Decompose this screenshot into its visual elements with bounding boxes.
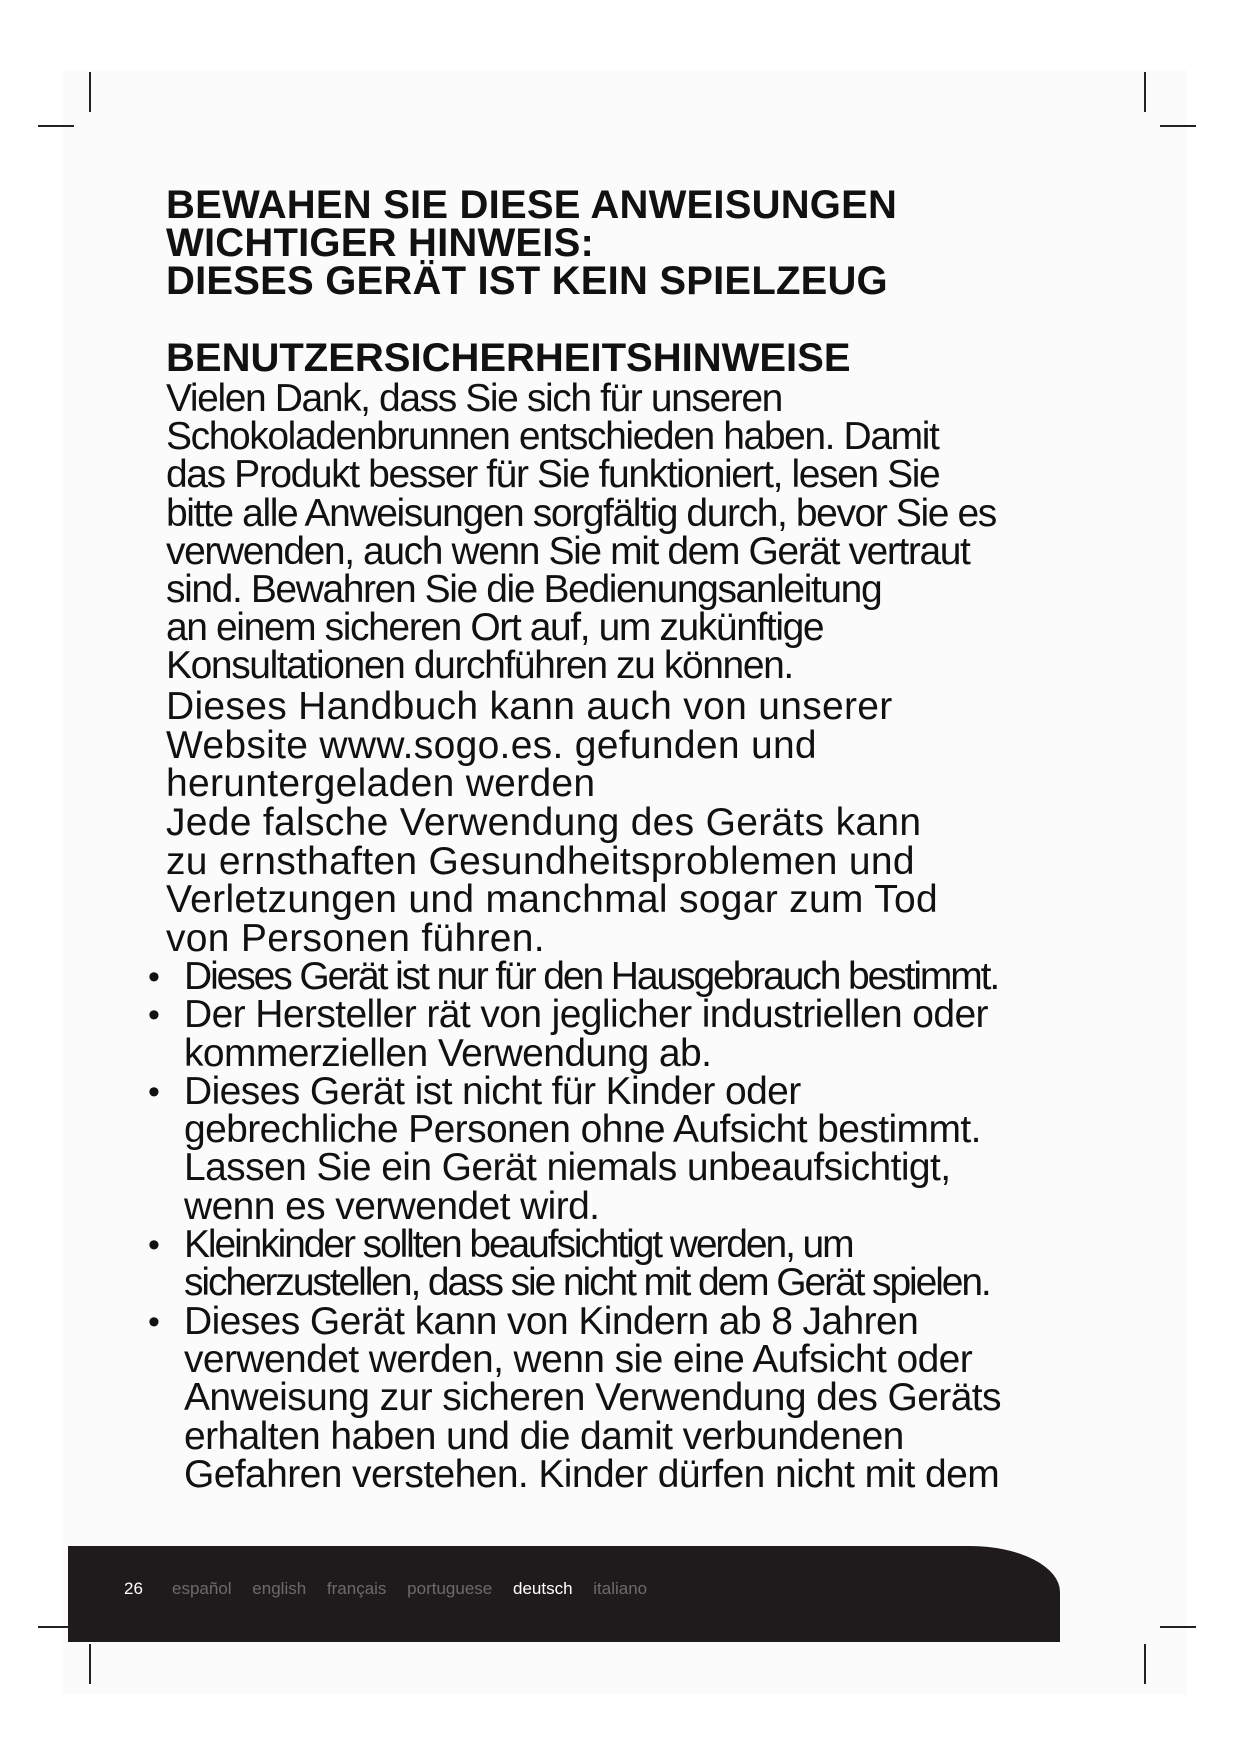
text-line: Dieses Gerät ist nur für den Hausgebrauch bestimmt. <box>184 955 999 998</box>
text-line: kommerziellen Verwendung ab. <box>184 1031 712 1075</box>
text-line: Jede falsche Verwendung des Geräts kann <box>166 801 922 844</box>
text-line: von Personen führen. <box>166 916 545 960</box>
language-es: español <box>172 1579 232 1598</box>
text-line: Anweisung zur sicheren Verwendung des Geräts <box>184 1376 1001 1420</box>
crop-mark <box>89 1644 91 1684</box>
text-line: Dieses Gerät ist nicht für Kinder oder <box>184 1069 801 1113</box>
footer-bar <box>68 1546 1060 1642</box>
section-title: BENUTZERSICHERHEITSHINWEISE <box>166 336 851 380</box>
text-line: bitte alle Anweisungen sorgfältig durch, bevor Sie es <box>166 491 996 535</box>
intro-paragraph <box>166 377 996 688</box>
bullet-icon: • <box>148 958 158 996</box>
bullet-icon: • <box>148 1072 160 1111</box>
text-line: Gefahren verstehen. Kinder dürfen nicht mit dem <box>184 1452 1000 1496</box>
text-line: Dieses Handbuch kann auch von unserer <box>166 685 893 728</box>
heading-line: BEWAHEN SIE DIESE ANWEISUNGEN <box>166 183 898 227</box>
warning-paragraph <box>166 801 938 960</box>
language-fr: français <box>326 1579 387 1598</box>
text-line: Schokoladenbrunnen entschieden haben. Damit <box>166 415 939 459</box>
language-nav <box>172 1579 663 1599</box>
crop-mark <box>38 125 74 127</box>
text-line: sind. Bewahren Sie die Bedienungsanleitung <box>166 568 882 612</box>
bullet-icon: • <box>148 996 160 1035</box>
crop-mark <box>1160 1626 1196 1628</box>
text-line: Konsultationen durchführen zu können. <box>166 644 793 688</box>
list-item <box>146 1069 1001 1228</box>
crop-mark <box>1160 125 1196 127</box>
text-line: sicherzustellen, dass sie nicht mit dem Gerät spielen. <box>184 1261 990 1305</box>
language-pt: portuguese <box>407 1579 493 1598</box>
text-line: Kleinkinder sollten beaufsichtigt werden, um <box>184 1223 853 1267</box>
crop-mark <box>1144 1644 1146 1684</box>
text-line: Website www.sogo.es. gefunden und <box>166 723 817 767</box>
text-line: Lassen Sie ein Gerät niemals unbeaufsichtigt, <box>184 1146 951 1190</box>
heading-line: WICHTIGER HINWEIS: <box>166 221 595 265</box>
list-item <box>146 955 1001 998</box>
language-en: english <box>252 1579 307 1598</box>
text-line: zu ernsthaften Gesundheitsproblemen und <box>166 839 915 883</box>
list-item <box>146 993 1001 1075</box>
text-line: verwenden, auch wenn Sie mit dem Gerät vertraut <box>166 529 970 573</box>
bullet-icon: • <box>148 1302 160 1341</box>
text-line: Dieses Gerät kann von Kindern ab 8 Jahren <box>184 1299 919 1343</box>
bullet-icon: • <box>148 1226 158 1265</box>
crop-mark <box>89 72 91 112</box>
main-heading <box>166 183 898 303</box>
text-line: das Produkt besser für Sie funktioniert, lesen Sie <box>166 453 940 497</box>
text-line: erhalten haben und die damit verbundenen <box>184 1414 904 1458</box>
language-de-active: deutsch <box>512 1579 573 1598</box>
crop-mark <box>1144 72 1146 112</box>
text-line: Der Hersteller rät von jeglicher industriellen oder <box>184 993 988 1037</box>
manual-paragraph <box>166 685 893 805</box>
text-line: wenn es verwendet wird. <box>184 1184 600 1228</box>
text-line: Verletzungen und manchmal sogar zum Tod <box>166 878 938 921</box>
text-line: heruntergeladen werden <box>166 762 596 805</box>
heading-line: DIESES GERÄT IST KEIN SPIELZEUG <box>166 259 888 303</box>
text-line: verwendet werden, wenn sie eine Aufsicht oder <box>184 1337 973 1381</box>
page-number: 26 <box>124 1579 143 1598</box>
text-line: Vielen Dank, dass Sie sich für unseren <box>166 377 782 420</box>
text-line: gebrechliche Personen ohne Aufsicht bestimmt. <box>184 1108 981 1152</box>
list-item <box>146 1223 1001 1305</box>
text-line: an einem sicheren Ort auf, um zukünftige <box>166 606 824 650</box>
list-item <box>146 1299 1001 1496</box>
safety-bullet-list <box>146 955 1001 1496</box>
language-it: italiano <box>593 1579 648 1598</box>
